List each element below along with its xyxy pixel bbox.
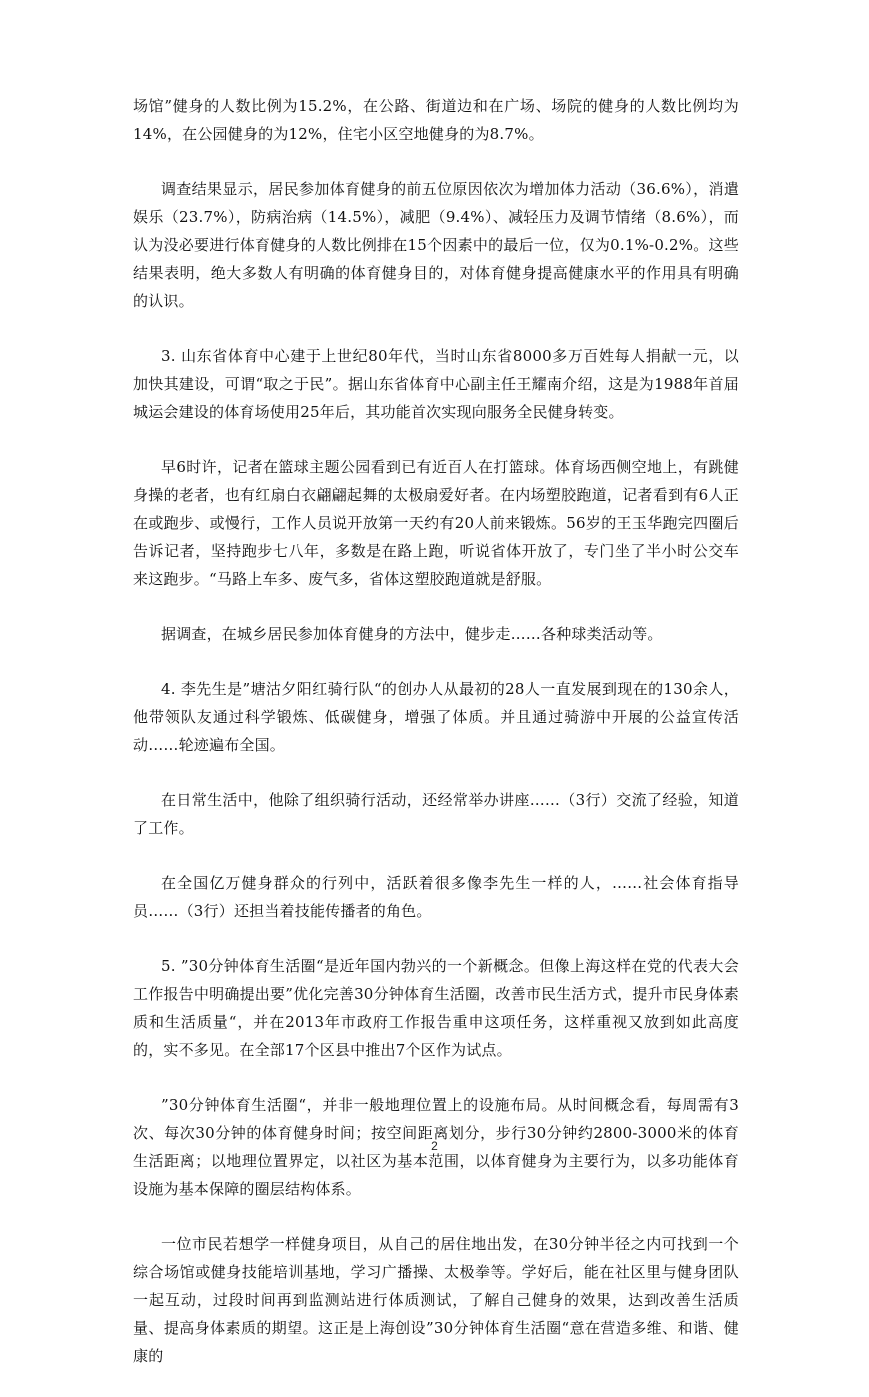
paragraph-item-3: 3. 山东省体育中心建于上世纪80年代，当时山东省8000多万百姓每人捐献一元，以加快其建设，可谓“取之于民”。据山东省体育中心副主任王耀南介绍，这是为1988年首届城运会建设的体育场使用25年后，其功能首次实现向服务全民健身转变。 [133,347,739,421]
paragraph-sports-circle: ”30分钟体育生活圈“，并非一般地理位置上的设施布局。从时间概念看，每周需有3次、每次30分钟的体育健身时间；按空间距离划分，步行30分钟约2800-3000米的体育生活距离；以地理位置界定，以社区为基本范围，以体育健身为主要行为，以多功能体育设施为基本保障的圈层结构体系。 [133,1096,739,1198]
paragraph-item-5: 5. ”30分钟体育生活圈“是近年国内勃兴的一个新概念。但像上海这样在党的代表大会工作报告中明确提出要”优化完善30分钟体育生活圈，改善市民生活方式，提升市民身体素质和生活质量“，并在2013年市政府工作报告重申这项任务，这样重视又放到如此高度的，实不多见。在全部17个区县中推出7个区作为试点。 [133,957,739,1059]
paragraph-citizen-example: 一位市民若想学一样健身项目，从自己的居住地出发，在30分钟半径之内可找到一个综合场馆或健身技能培训基地，学习广播操、太极拳等。学好后，能在社区里与健身团队一起互动，过段时间再到监测站进行体质测试，了解自己健身的效果，达到改善生活质量、提高身体素质的期望。这正是上海创设”30分钟体育生活圈“意在营造多维、和谐、健康的 [133,1235,739,1365]
document-body [133,92,739,1397]
page-number: 2 [431,1139,438,1153]
paragraph-survey-reasons: 调查结果显示，居民参加体育健身的前五位原因依次为增加体力活动（36.6%），消遣娱乐（23.7%），防病治病（14.5%），减肥（9.4%）、减轻压力及调节情绪（8.6%），而认为没必要进行体育健身的人数比例排在15个因素中的最后一位，仅为0.1%-0.2%。这些结果表明，绝大多数人有明确的体育健身目的，对体育健身提高健康水平的作用具有明确的认识。 [133,180,739,310]
paragraph-morning-scene: 早6时许，记者在篮球主题公园看到已有近百人在打篮球。体育场西侧空地上，有跳健身操的老者，也有红扇白衣翩翩起舞的太极扇爱好者。在内场塑胶跑道，记者看到有6人正在或跑步、或慢行，工作人员说开放第一天约有20人前来锻炼。56岁的王玉华跑完四圈后告诉记者，坚持跑步七八年，多数是在路上跑，听说省体开放了，专门坐了半小时公交车来这跑步。“马路上车多、废气多，省体这塑胶跑道就是舒服。 [133,458,739,588]
paragraph-continuation: 场馆”健身的人数比例为15.2%，在公路、街道边和在广场、场院的健身的人数比例均为14%，在公园健身的为12%，住宅小区空地健身的为8.7%。 [133,97,739,143]
paragraph-item-4: 4. 李先生是”塘沽夕阳红骑行队“的创办人从最初的28人一直发展到现在的130余人，他带领队友通过科学锻炼、低碳健身，增强了体质。并且通过骑游中开展的公益宣传活动……轮迹遍布全国。 [133,680,739,754]
paragraph-survey-methods: 据调查，在城乡居民参加体育健身的方法中，健步走……各种球类活动等。 [161,625,663,643]
paragraph-fitness-masses: 在全国亿万健身群众的行列中，活跃着很多像李先生一样的人，……社会体育指导员……（3行）还担当着技能传播者的角色。 [133,874,739,920]
paragraph-daily-life: 在日常生活中，他除了组织骑行活动，还经常举办讲座……（3行）交流了经验，知道了工作。 [133,791,739,837]
